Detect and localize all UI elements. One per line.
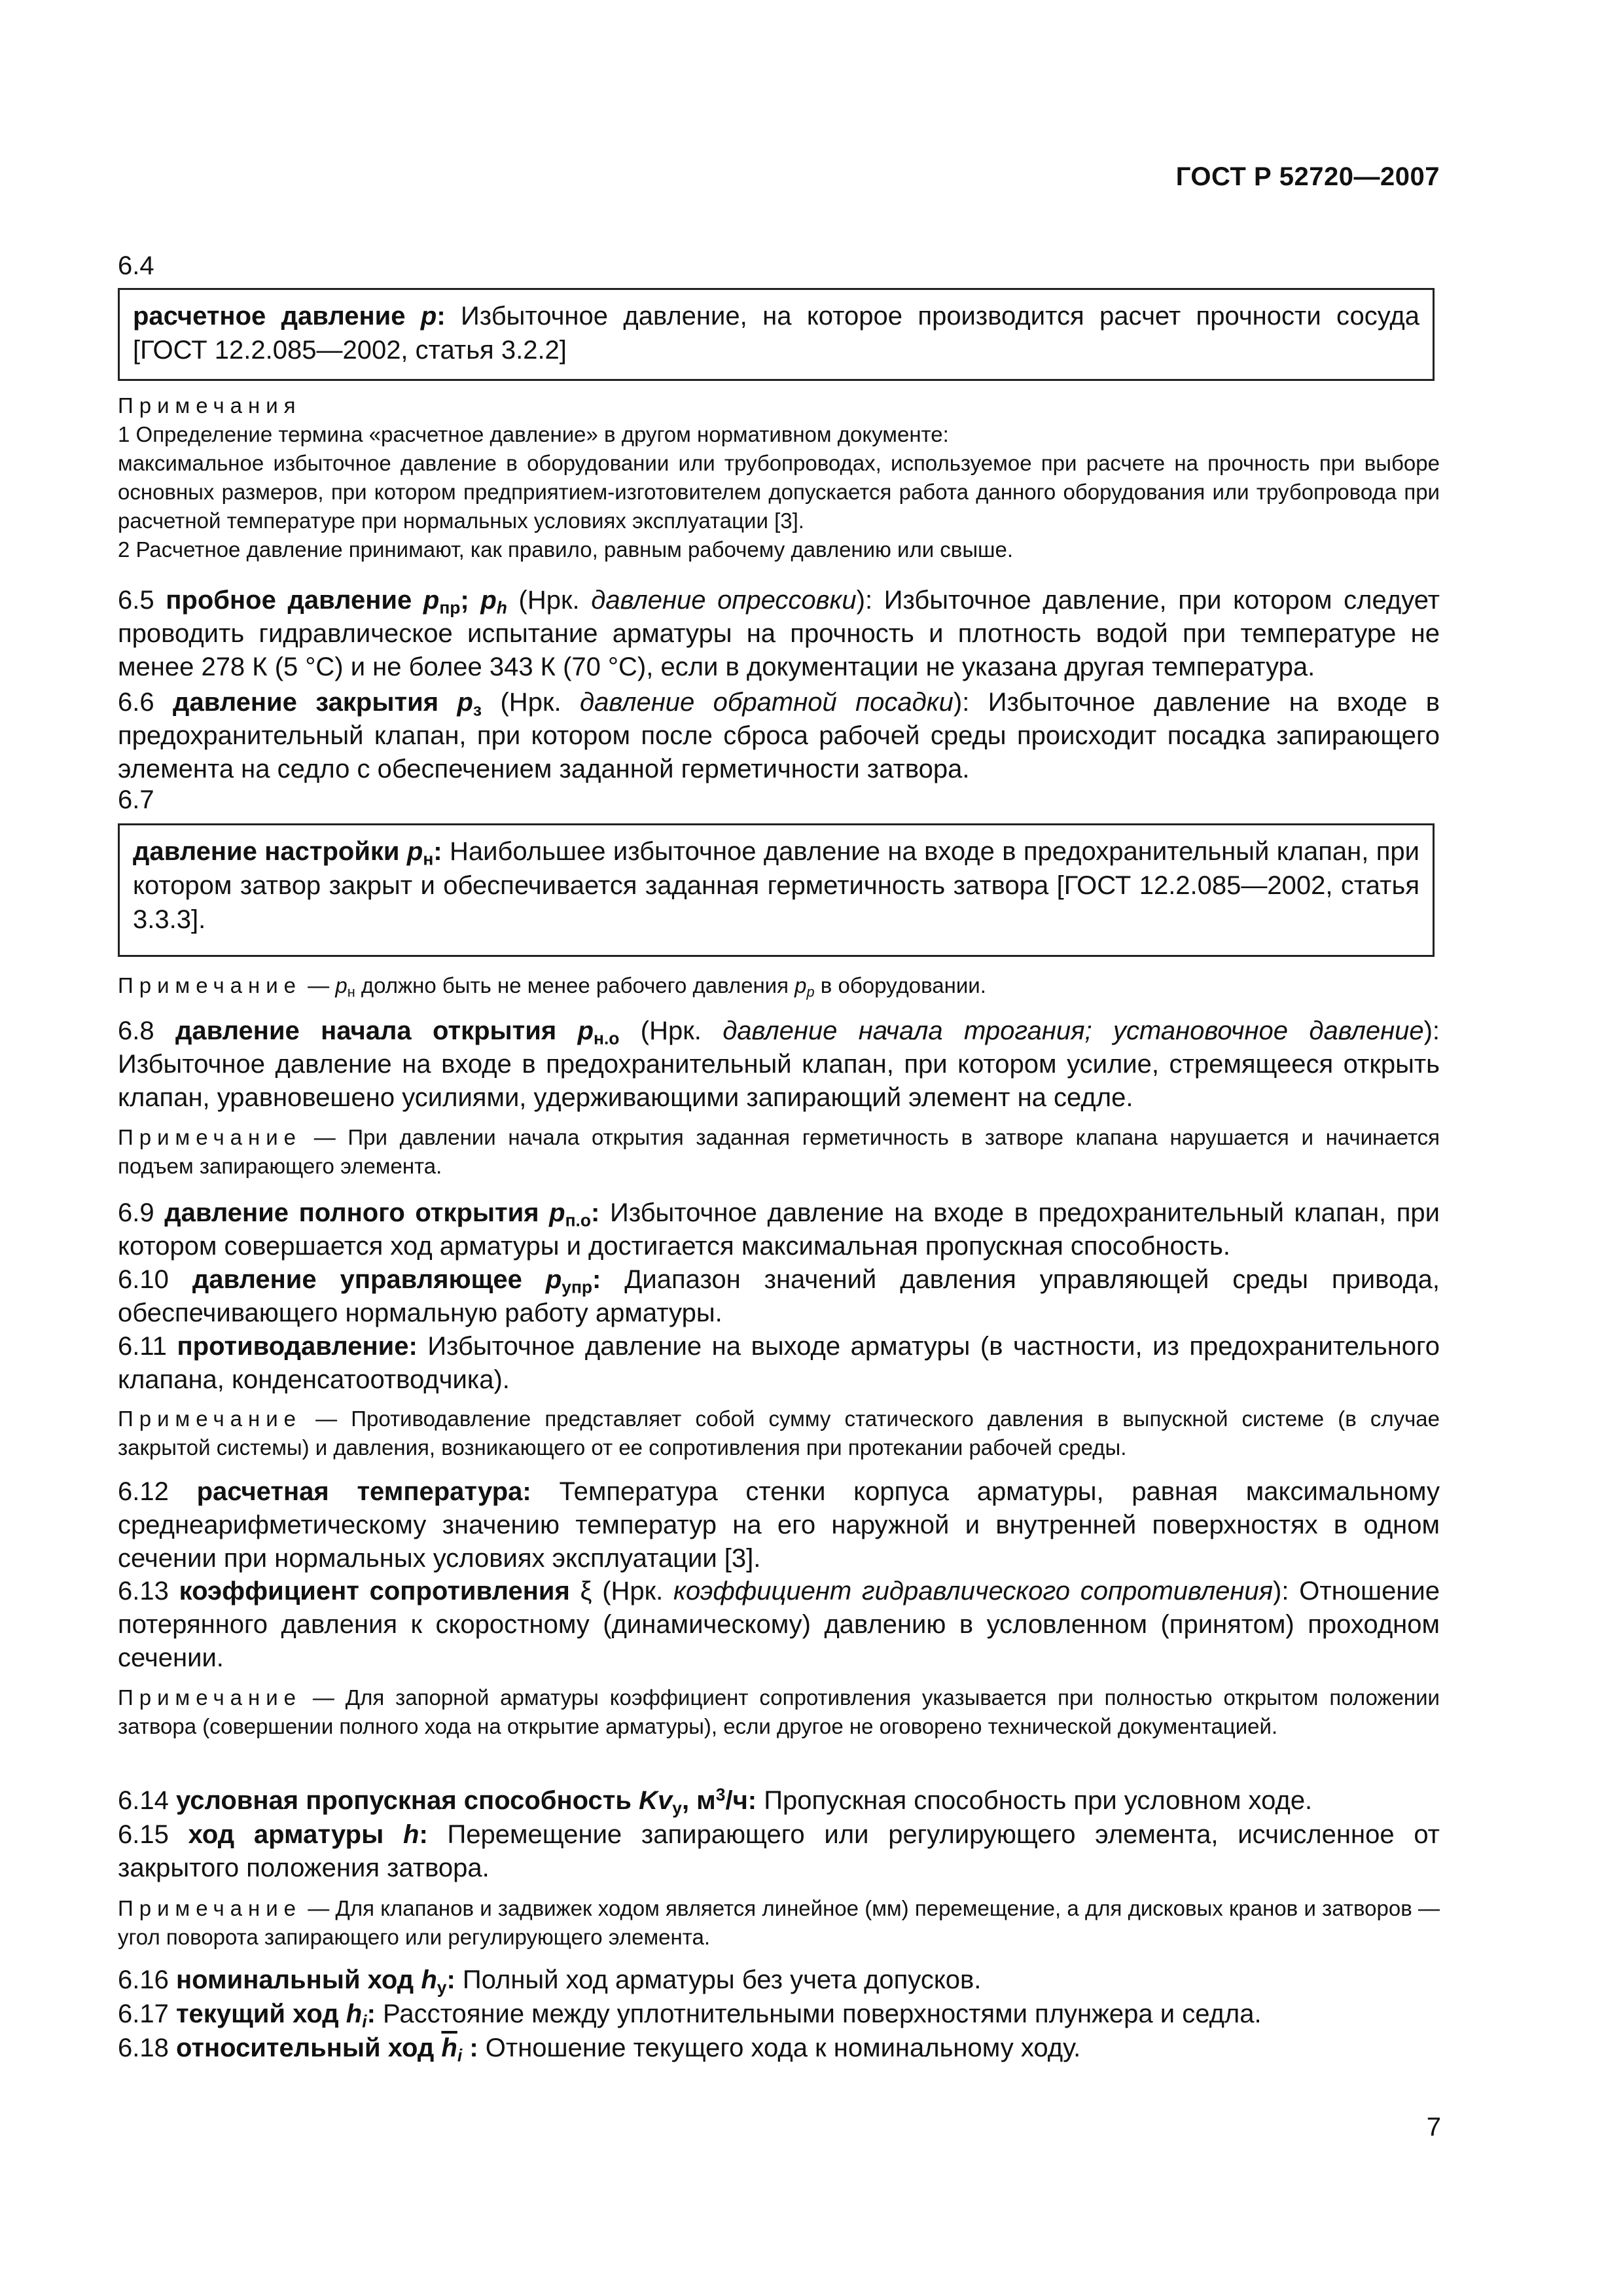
definition-box-6-4: расчетное давление р: Избыточное давление, на которое производится расчет прочности сосуда [ГОСТ 12.2.085—2002, статья 3.2.2] xyxy=(118,288,1435,381)
term: относительный ход xyxy=(175,2034,442,2062)
document-id: ГОСТ Р 52720—2007 xyxy=(1175,162,1440,191)
definition-box-6-7: давление настройки $р_н$: Наибольшее избыточное давление на входе в предохранительный клапан, при котором затвор закрыт и обеспечивается заданная герметичность затвора [ГОСТ 12.2.085—2002, статья 3.3.3]. xyxy=(118,823,1435,957)
definition-text: Наибольшее избыточное давление на входе в предохранительный клапан, при котором затвор закрыт и обеспечивается заданная герметичность затвора [ГОСТ 12.2.085—2002, статья 3.3.3]. xyxy=(133,837,1419,934)
clause-6-15: 6.15 ход арматуры h: Перемещение запирающего или регулирующего элемента, исчисленное от закрытого положения затвора. xyxy=(118,1820,1440,1882)
note-1-body: максимальное избыточное давление в оборудовании или трубопроводах, используемое при расчете на прочность при выборе основных размеров, при котором предприятием-изготовителем допускается работа данного оборудования или трубопровода при расчетной температуре при нормальных условиях эксплуатации [3]. xyxy=(118,451,1440,533)
notes-6-4 xyxy=(118,391,1440,564)
clause-6-9: 6.9 давление полного открытия $р_{п.о}$: Избыточное давление на входе в предохранительный клапан, при котором совершается ход арматуры и достигается максимальная пропускная способность. xyxy=(118,1198,1440,1261)
term: текущий ход xyxy=(175,2000,346,2028)
clause-6-5: 6.5 пробное давление $р_{пр}$; $р_h$ (Нрк. давление опрессовки): Избыточное давление, при котором следует проводить гидравлическое испытание арматуры на прочность и плотность водой при температуре не менее 278 К (5 °С) и не более 343 К (70 °С), если в документации не указана другая температура. xyxy=(118,586,1440,681)
clause-6-17: 6.17 текущий ход $h_i$: Расстояние между уплотнительными поверхностями плунжера и седла. xyxy=(118,2000,1262,2032)
clause-6-11: 6.11 противодавление: Избыточное давление на выходе арматуры (в частности, из предохранительного клапана, конденсатоотводчика). xyxy=(118,1332,1440,1394)
term: расчетная температура: xyxy=(196,1477,531,1506)
note-6-15: Примечание — Для клапанов и задвижек ходом является линейное (мм) перемещение, а для дисковых кранов и затворов — угол поворота запирающего или регулирующего элемента. xyxy=(118,1896,1440,1949)
clause-6-18: 6.18 относительный ход $\overline{h}_i$ : Отношение текущего хода к номинальному ходу. xyxy=(118,2034,1081,2066)
note-1-intro: 1 Определение термина «расчетное давление» в другом нормативном документе: xyxy=(118,422,949,446)
note-6-8: Примечание — При давлении начала открытия заданная герметичность в затворе клапана нарушается и начинается подъем запирающего элемента. xyxy=(118,1125,1440,1178)
page-number: 7 xyxy=(1426,2113,1441,2142)
notes-title: Примечания xyxy=(118,393,302,418)
term: давление настройки xyxy=(133,837,407,866)
term: давление начала открытия xyxy=(175,1016,578,1045)
symbol: р xyxy=(420,302,437,331)
clause-6-16: 6.16 номинальный ход $h_у$: Полный ход арматуры без учета допусков. xyxy=(118,1965,982,1998)
clause-6-8: 6.8 давление начала открытия $р_{н.о}$ (Нрк. давление начала трогания; установочное давление): Избыточное давление на входе в предохранительный клапан, при котором усилие, стремящееся открыть клапан, уравновешено усилиями, удерживающими запирающий элемент на седле. xyxy=(118,1016,1440,1112)
term: расчетное давление xyxy=(133,302,421,331)
term: давление полного открытия xyxy=(164,1198,550,1227)
term: противодавление: xyxy=(177,1332,418,1361)
term: давление управляющее xyxy=(192,1265,546,1294)
clause-6-6: 6.6 давление закрытия $р_з$ (Нрк. давление обратной посадки): Избыточное давление на входе в предохранительный клапан, при котором после сброса рабочей среды происходит посадка запирающего элемента на седло с обеспечением заданной герметичности затвора. xyxy=(118,688,1440,783)
clause-6-13: 6.13 коэффициент сопротивления ξ (Нрк. коэффициент гидравлического сопротивления): Отношение потерянного давления к скоростному (динамическому) давлению в условленном (принятом) проходном сечении. xyxy=(118,1577,1440,1672)
note-6-7: Примечание — $р_н$ должно быть не менее рабочего давления $р_р$ в оборудовании. xyxy=(118,973,986,1001)
clause-6-10: 6.10 давление управляющее $р_{упр}$: Диапазон значений давления управляющей среды привода, обеспечивающего нормальную работу арматуры. xyxy=(118,1265,1440,1327)
note-6-11: Примечание — Противодавление представляет собой сумму статического давления в выпускной системе (в случае закрытой системы) и давления, возникающего от ее сопротивления при протекании рабочей среды. xyxy=(118,1407,1440,1460)
note-2: 2 Расчетное давление принимают, как правило, равным рабочему давлению или свыше. xyxy=(118,537,1014,562)
definition-text: Избыточное давление, на которое производится расчет прочности сосуда [ГОСТ 12.2.085—2002, статья 3.2.2] xyxy=(133,302,1420,365)
term: пробное давление xyxy=(166,586,423,615)
clause-6-14: 6.14 условная пропускная способность $Kv_у$, $м^3/ч$: Пропускная способность при условном ходе. xyxy=(118,1784,1313,1818)
term: коэффициент сопротивления xyxy=(179,1577,580,1605)
clause-6-12: 6.12 расчетная температура: Температура стенки корпуса арматуры, равная максимальному среднеарифметическому значению температур на его наружной и внутренней поверхностях в одном сечении при нормальных условиях эксплуатации [3]. xyxy=(118,1477,1440,1573)
clause-number-6-7: 6.7 xyxy=(118,785,154,814)
term: номинальный ход xyxy=(175,1965,421,1994)
clause-number-6-4: 6.4 xyxy=(118,251,154,280)
term: давление закрытия xyxy=(173,688,457,717)
term: условная пропускная способность xyxy=(175,1786,639,1815)
term: ход арматуры xyxy=(188,1820,404,1849)
note-6-13: Примечание — Для запорной арматуры коэффициент сопротивления указывается при полностью открытом положении затвора (совершении полного хода на открытие арматуры), если другое не оговорено технической документацией. xyxy=(118,1685,1440,1738)
